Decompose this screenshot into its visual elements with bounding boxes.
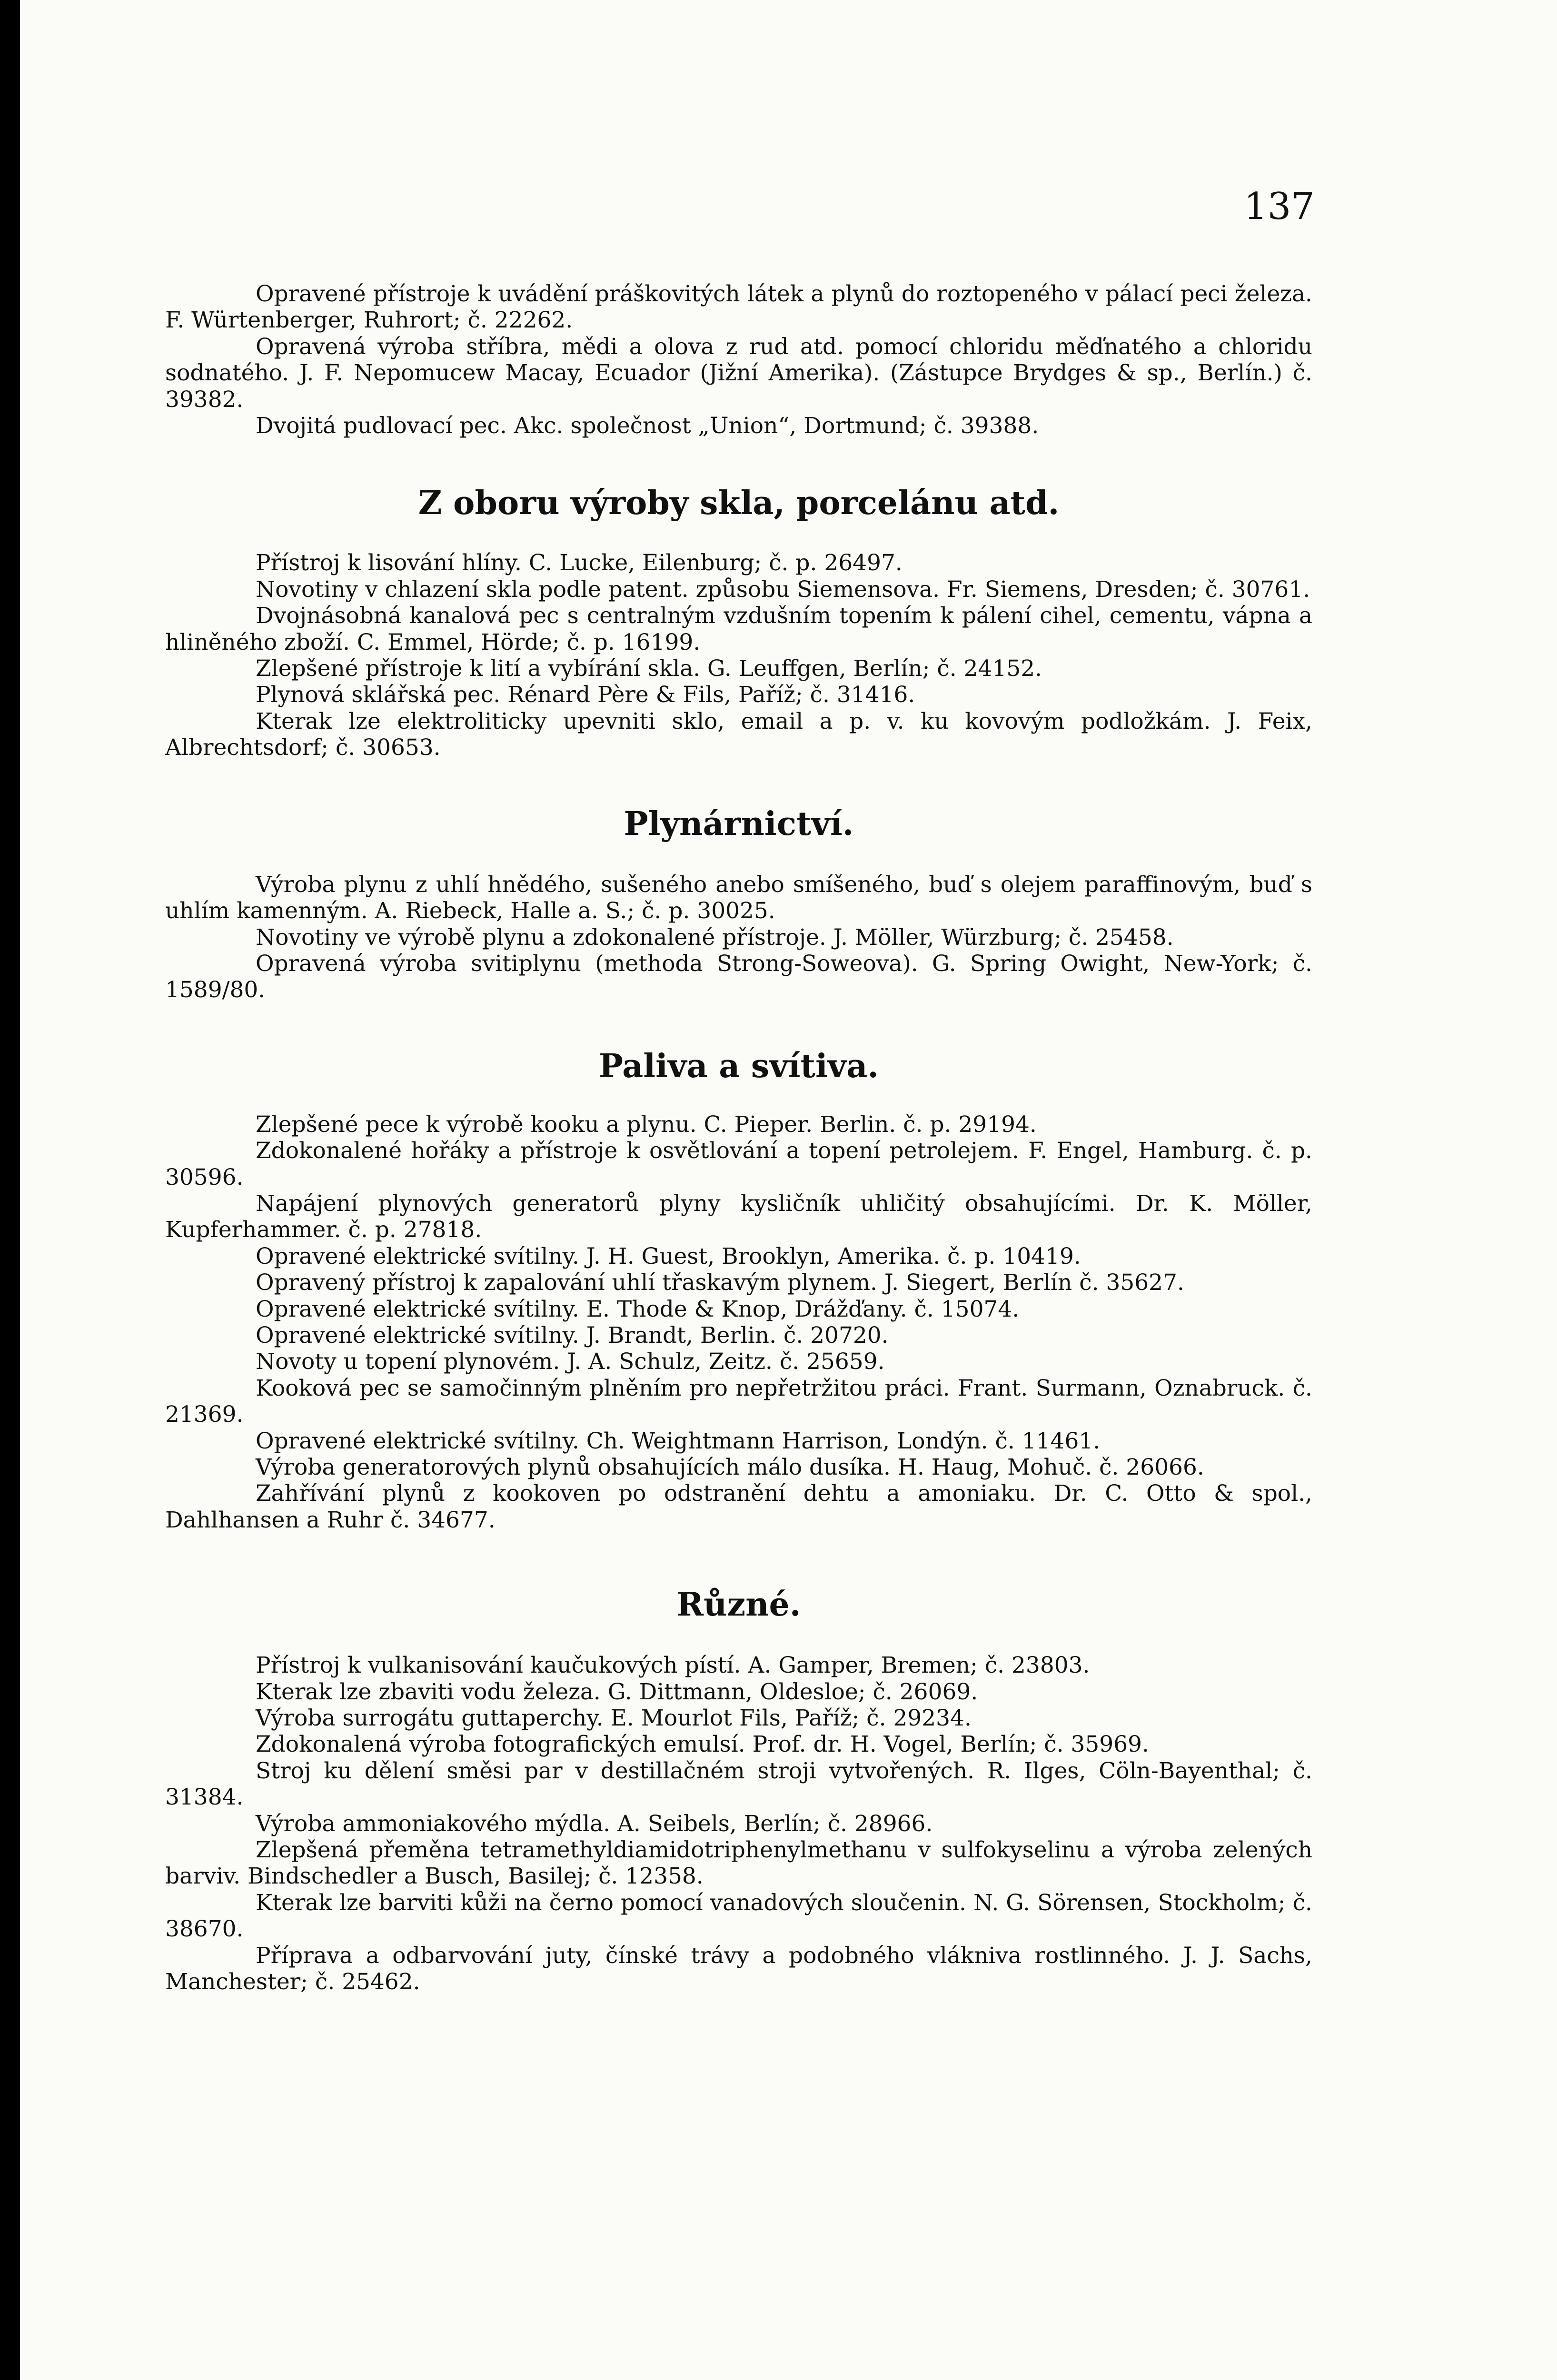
- patent-entry: Výroba ammoniakového mýdla. A. Seibels, Berlín; č. 28966.: [256, 1810, 933, 1837]
- patent-entry: Kterak lze elektroliticky upevniti sklo, email a p. v. ku kovovým podložkám. J. Feix, Albrechtsdorf; č. 30653.: [165, 708, 1312, 761]
- patent-entry: Zlepšené přístroje k lití a vybírání skla. G. Leuffgen, Berlín; č. 24152.: [256, 655, 1042, 682]
- section-heading-gas: Plynárnictví.: [624, 804, 854, 843]
- patent-entry: Kooková pec se samočinným plněním pro nepřetržitou práci. Frant. Surmann, Oznabruck. č. 21369.: [165, 1375, 1312, 1428]
- patent-entry: Opravená výroba stříbra, mědi a olova z rud atd. pomocí chloridu měďnatého a chloridu sodnatého. J. F. Nepomucew Macay, Ecuador (Jižní Amerika). (Zástupce Brydges & sp., Berlín.) č. 39382.: [165, 333, 1312, 413]
- patent-entry: Opravený přístroj k zapalování uhlí třaskavým plynem. J. Siegert, Berlín č. 35627.: [256, 1269, 1184, 1296]
- patent-entry: Zdokonalené hořáky a přístroje k osvětlování a topení petrolejem. F. Engel, Hamburg. č. p. 30596.: [165, 1138, 1312, 1190]
- patent-entry: Přístroj k lisování hlíny. C. Lucke, Eilenburg; č. p. 26497.: [256, 550, 902, 576]
- section-heading-glass: Z oboru výroby skla, porcelánu atd.: [418, 484, 1060, 523]
- patent-entry: Výroba generatorových plynů obsahujících málo dusíka. H. Haug, Mohuč. č. 26066.: [256, 1454, 1204, 1480]
- patent-entry: Kterak lze zbaviti vodu železa. G. Dittmann, Oldesloe; č. 26069.: [256, 1678, 978, 1705]
- patent-entry: Výroba plynu z uhlí hnědého, sušeného anebo smíšeného, buď s olejem paraffinovým, buď s uhlím kamenným. A. Riebeck, Halle a. S.; č. p. 30025.: [165, 871, 1312, 924]
- patent-entry: Výroba surrogátu guttaperchy. E. Mourlot Fils, Paříž; č. 29234.: [256, 1705, 972, 1732]
- patent-entry: Opravené elektrické svítilny. J. Brandt, Berlin. č. 20720.: [256, 1322, 889, 1349]
- book-page: [20, 0, 1557, 2380]
- patent-entry: Zahřívání plynů z kookoven po odstranění dehtu a amoniaku. Dr. C. Otto & spol., Dahlhansen a Ruhr č. 34677.: [165, 1480, 1312, 1533]
- patent-entry: Novoty u topení plynovém. J. A. Schulz, Zeitz. č. 25659.: [256, 1349, 885, 1375]
- page-number: 137: [1244, 185, 1315, 228]
- patent-entry: Kterak lze barviti kůži na černo pomocí vanadových sloučenin. N. G. Sörensen, Stockholm; č. 38670.: [165, 1889, 1312, 1943]
- patent-entry: Opravené přístroje k uvádění práškovitých látek a plynů do roztopeného v pálací peci železa. F. Würtenberger, Ruhrort; č. 22262.: [165, 281, 1312, 334]
- patent-entry: Novotiny v chlazení skla podle patent. způsobu Siemensova. Fr. Siemens, Dresden; č. 30761.: [256, 576, 1310, 603]
- patent-entry: Zlepšené pece k výrobě kooku a plynu. C. Pieper. Berlin. č. p. 29194.: [256, 1111, 1037, 1138]
- patent-entry: Napájení plynových generatorů plyny kysličník uhličitý obsahujícími. Dr. K. Möller, Kupferhammer. č. p. 27818.: [165, 1190, 1312, 1243]
- patent-entry: Opravené elektrické svítilny. J. H. Guest, Brooklyn, Amerika. č. p. 10419.: [256, 1243, 1081, 1269]
- patent-entry: Dvojitá pudlovací pec. Akc. společnost „Union“, Dortmund; č. 39388.: [256, 413, 1039, 439]
- patent-entry: Opravená výroba svitiplynu (methoda Strong-Soweova). G. Spring Owight, New-York; č. 1589/80.: [165, 950, 1312, 1003]
- patent-entry: Stroj ku dělení směsi par v destillačném stroji vytvořených. R. Ilges, Cöln-Bayenthal; č. 31384.: [165, 1757, 1312, 1811]
- patent-entry: Dvojnásobná kanalová pec s centralným vzdušním topením k pálení cihel, cementu, vápna a hliněného zboží. C. Emmel, Hörde; č. p. 16199.: [165, 603, 1312, 655]
- patent-entry: Přístroj k vulkanisování kaučukových pístí. A. Gamper, Bremen; č. 23803.: [256, 1652, 1090, 1679]
- patent-entry: Zdokonalená výroba fotografických emulsí. Prof. dr. H. Vogel, Berlín; č. 35969.: [256, 1731, 1149, 1758]
- patent-entry: Příprava a odbarvování juty, čínské trávy a podobného vlákniva rostlinného. J. J. Sachs, Manchester; č. 25462.: [165, 1942, 1312, 1995]
- section-heading-misc: Různé.: [676, 1586, 801, 1624]
- section-heading-fuels: Paliva a svítiva.: [598, 1047, 879, 1085]
- patent-entry: Opravené elektrické svítilny. Ch. Weightmann Harrison, Londýn. č. 11461.: [256, 1428, 1101, 1454]
- page-content: [165, 281, 1312, 1995]
- patent-entry: Novotiny ve výrobě plynu a zdokonalené přístroje. J. Möller, Würzburg; č. 25458.: [256, 924, 1174, 951]
- patent-entry: Plynová sklářská pec. Rénard Père & Fils, Paříž; č. 31416.: [256, 682, 915, 708]
- patent-entry: Zlepšená přeměna tetramethyldiamidotriphenylmethanu v sulfokyselinu a výroba zelených barviv. Bindschedler a Busch, Basilej; č. 12358.: [165, 1837, 1312, 1890]
- patent-entry: Opravené elektrické svítilny. E. Thode & Knop, Drážďany. č. 15074.: [256, 1296, 1020, 1322]
